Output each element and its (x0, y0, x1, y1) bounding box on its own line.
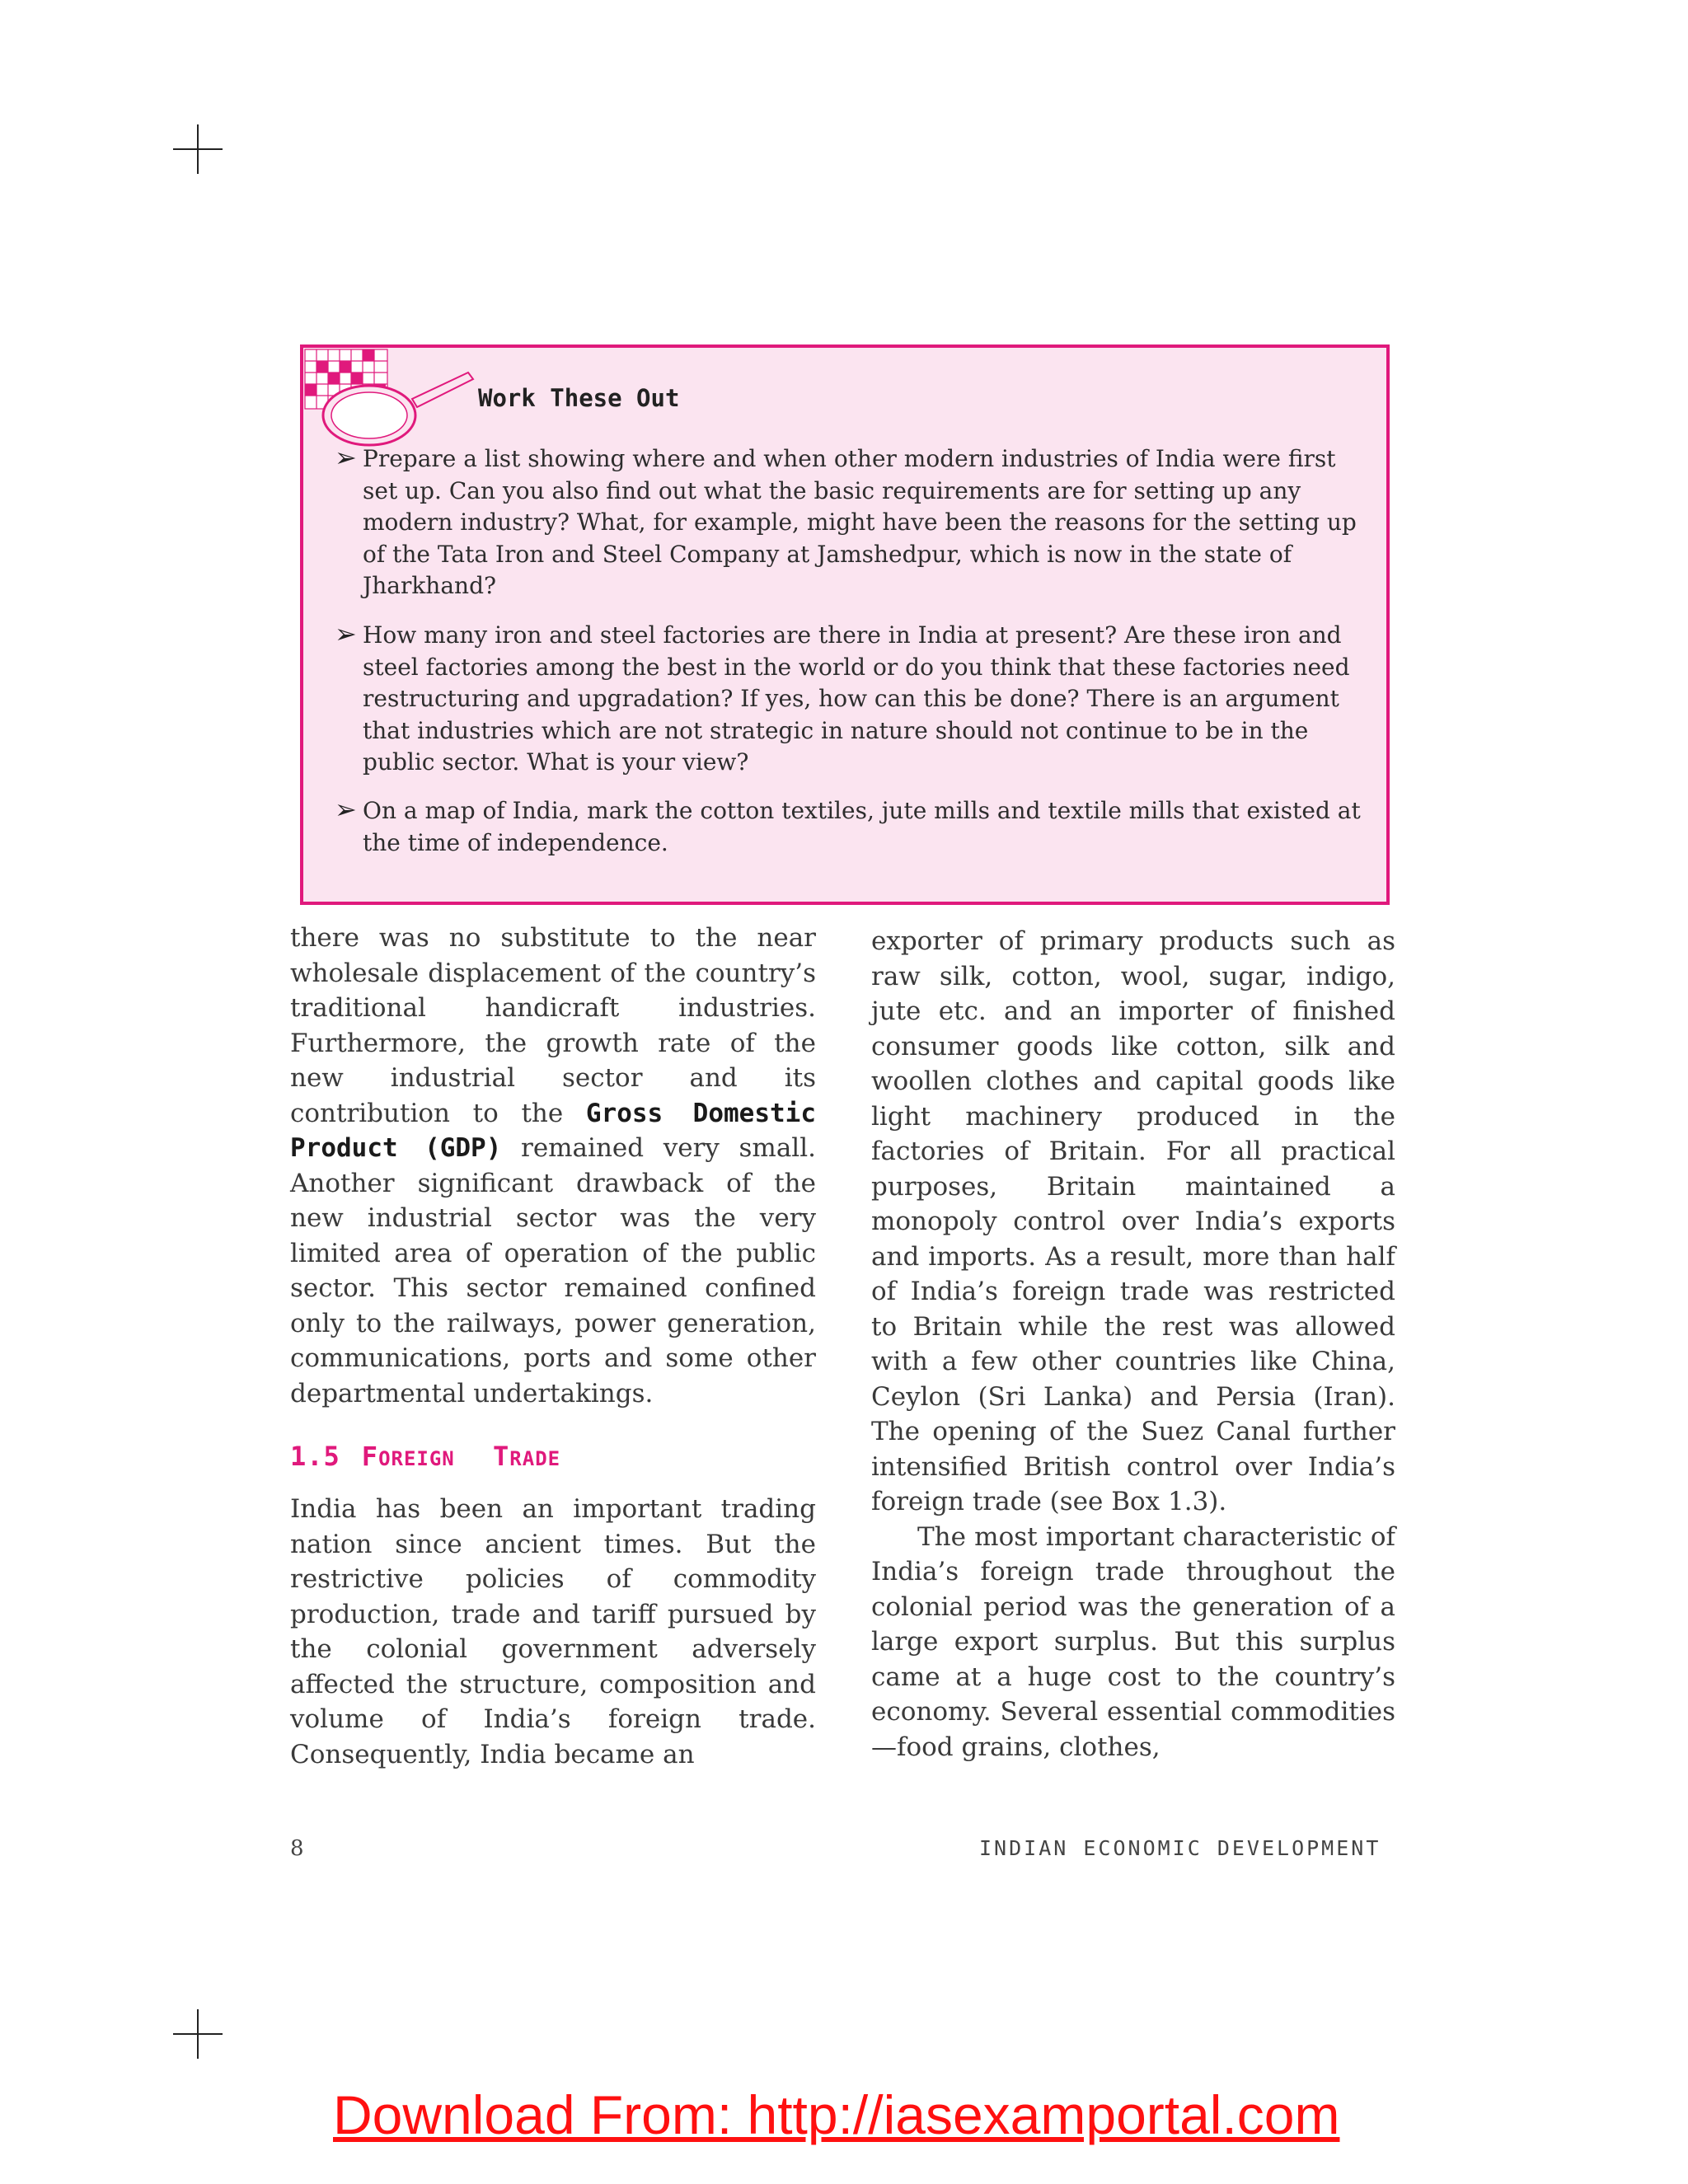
work-these-out-box (300, 344, 1390, 905)
section-heading (290, 1441, 560, 1472)
box-item (335, 620, 1365, 779)
heading-letter: T (493, 1441, 510, 1472)
paragraph (290, 921, 816, 1411)
gdp-term: Gross Domestic Product (GDP) (290, 1098, 816, 1163)
box-item-text: On a map of India, mark the cotton textiles, jute mills and textile mills that existed at the time of independence. (363, 797, 1361, 856)
crop-mark-top (173, 124, 223, 174)
book-title: INDIAN ECONOMIC DEVELOPMENT (979, 1836, 1381, 1860)
crop-mark-bottom (173, 2009, 223, 2059)
text-run: there was no substitute to the near wholesale displacement of the country’s traditional handicraft industries. Furthermore, the growth rate of the new industrial sector and its contribution to the (290, 923, 816, 1128)
paragraph: exporter of primary products such as raw silk, cotton, wool, sugar, indigo, jute etc. and an importer of finished consumer goods like cotton, silk and woollen clothes and capital goods like light machinery produced in the factories of Britain. For all practical purposes, Britain maintained a monopoly control over India’s exports and imports. As a result, more than half of India’s foreign trade was restricted to Britain while the rest was allowed with a few other countries like China, Ceylon (Sri Lanka) and Persia (Iran). The opening of the Suez Canal further intensified British control over India’s foreign trade (see Box 1.3). (871, 926, 1395, 1516)
box-item (335, 443, 1365, 602)
arrow-bullet-icon: ➢ (335, 442, 357, 473)
left-column-bottom (290, 1492, 816, 1772)
box-title: Work These Out (478, 384, 680, 412)
heading-letters: OREIGN (378, 1447, 455, 1470)
right-column (871, 924, 1395, 1765)
box-item (335, 795, 1365, 859)
arrow-bullet-icon: ➢ (335, 794, 357, 825)
paragraph: India has been an important trading nation since ancient times. But the restrictive policies of commodity production, trade and tariff pursued by the colonial government adversely affected the structure, composition and volume of India’s foreign trade. Consequently, India became an (290, 1494, 816, 1769)
text-run: remained very small. Another significant drawback of the new industrial sector was the very limited area of operation of the public sector. This sector remained confined only to the railways, power generation, communications, ports and some other departmental undertakings. (290, 1133, 816, 1408)
box-item-text: Prepare a list showing where and when other modern industries of India were first set up. Can you also find out what the basic requirements are for setting up any modern industry? What, for example, might have been the reasons for the setting up of the Tata Iron and Steel Company at Jamshedpur, which is now in the state of Jharkhand? (363, 445, 1357, 599)
section-number: 1.5 (290, 1441, 340, 1472)
page-number: 8 (290, 1836, 304, 1861)
left-column-top (290, 921, 816, 1411)
arrow-bullet-icon: ➢ (335, 618, 357, 649)
heading-letters: RADE (509, 1447, 561, 1470)
download-link[interactable]: Download From: http://iasexamportal.com (333, 2084, 1340, 2145)
crossword-magnifier-icon (303, 348, 476, 455)
paragraph: The most important characteristic of India’s foreign trade throughout the colonial period was the generation of a large export surplus. But this surplus came at a huge cost to the country’s economy. Several essential commodities—food grains, clothes, (871, 1521, 1395, 1762)
heading-letter: F (361, 1441, 379, 1472)
box-item-text: How many iron and steel factories are there in India at present? Are these iron and steel factories among the best in the world or do you think that these factories need restructuring and upgradation? If yes, how can this be done? There is an argument that industries which are not strategic in nature should not continue to be in the public sector. What is your view? (363, 621, 1350, 776)
